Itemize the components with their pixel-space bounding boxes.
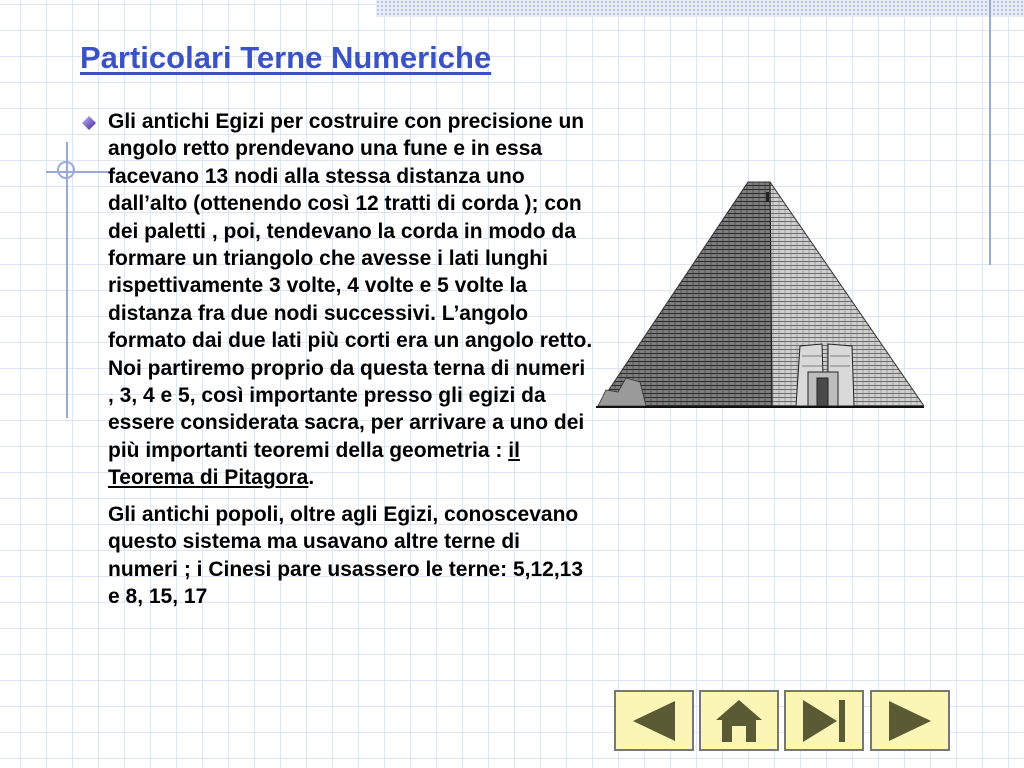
end-button[interactable] [784, 690, 864, 751]
previous-button[interactable] [614, 690, 694, 751]
slide-body [108, 108, 593, 610]
home-icon [714, 698, 764, 744]
right-triangle-icon [885, 699, 935, 743]
left-triangle-icon [629, 699, 679, 743]
left-decor-circle [57, 161, 75, 179]
pyramid-illustration [596, 178, 924, 410]
home-button[interactable] [699, 690, 779, 751]
paragraph-cinesi: Gli antichi popoli, oltre agli Egizi, conoscevano questo sistema ma usavano altre terne di numeri ; i Cinesi pare usassero le terne: 5,12,13 e 8, 15, 17 [108, 502, 584, 608]
left-decor-horizontal-line [46, 171, 111, 173]
right-decor-line [989, 0, 991, 265]
pitagora-link[interactable]: il Teorema di Pitagora [108, 438, 520, 490]
next-button[interactable] [870, 690, 950, 751]
skip-to-end-icon [799, 698, 849, 744]
left-decor-vertical-line [66, 142, 68, 418]
paragraph-egizi-end: . [308, 466, 315, 490]
diamond-bullet-icon [82, 116, 96, 130]
top-decor-band [376, 0, 1024, 17]
paragraph-egizi-text: Gli antichi Egizi per costruire con precisione un angolo retto prendevano una fune e in essa facevano 13 nodi alla stessa distanza uno dall’alto (ottenendo così 12 tratti di corda ); con dei paletti , poi, tendevano la corda in modo da formare un triangolo che avesse i lati lunghi rispettivamente 3 volte, 4 volte e 5 volte la distanza fra due nodi successivi. L’angolo formato dai due lati più corti era un angolo retto. Noi partiremo proprio da questa terna di numeri , 3, 4 e 5, così importante presso gli egizi da essere considerata sacra, per arrivare a uno dei più importanti teoremi della geometria : [108, 110, 593, 462]
slide-title: Particolari Terne Numeriche [80, 40, 492, 75]
paragraph-egizi [108, 108, 593, 492]
